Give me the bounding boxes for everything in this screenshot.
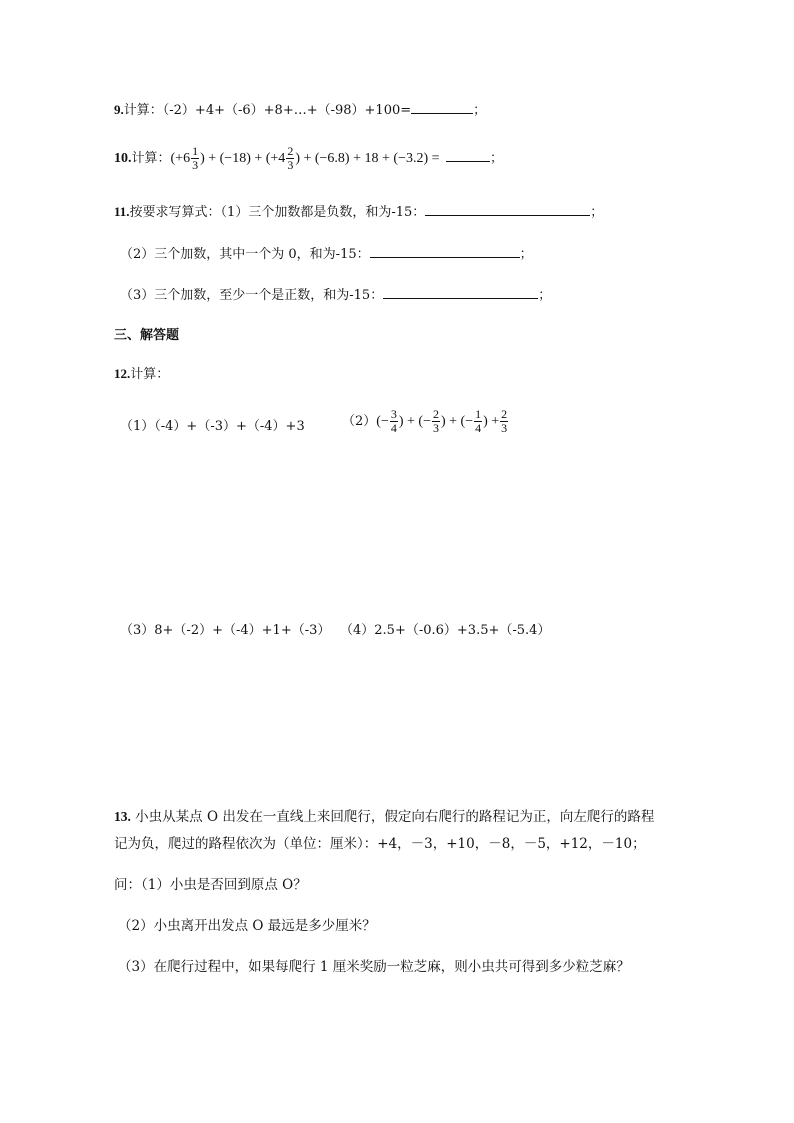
expression-part: ) + (−6.8) + 18 + (−3.2) = xyxy=(295,151,440,166)
question-12 xyxy=(114,365,169,384)
question-13-line-2: 记为负，爬过的路程依次为（单位：厘米）：+4，－3，+10，－8，－5，+12，－10； xyxy=(114,836,646,852)
question-11-part-2 xyxy=(120,243,533,262)
punctuation: ； xyxy=(590,205,604,220)
question-12-part-4: （4）2.5+（-0.6）+3.5+（-5.4） xyxy=(340,623,551,638)
denominator: 4 xyxy=(390,421,397,436)
question-12-part-2 xyxy=(342,402,509,442)
expression-part: (− xyxy=(376,414,389,429)
question-number: 10. xyxy=(114,151,132,166)
question-13-ask-2: （2）小虫离开出发点 O 最远是多少厘米？ xyxy=(118,918,376,934)
punctuation: ； xyxy=(538,288,552,303)
question-11-part-3 xyxy=(120,284,551,303)
answer-blank xyxy=(425,202,590,216)
fraction xyxy=(474,408,482,435)
punctuation: ； xyxy=(473,103,487,118)
question-label: 按要求写算式：（1）三个加数都是负数，和为-15： xyxy=(129,205,426,220)
expression-part: (+6 xyxy=(170,151,191,166)
question-number: 11. xyxy=(114,204,130,219)
denominator: 3 xyxy=(287,158,294,173)
denominator: 3 xyxy=(192,158,199,173)
denominator: 3 xyxy=(432,421,439,436)
question-label: 计算： xyxy=(131,151,171,166)
question-9 xyxy=(114,100,486,120)
question-number: 12. xyxy=(114,366,131,381)
numerator: 1 xyxy=(475,407,482,422)
question-10 xyxy=(114,145,503,172)
question-13-ask-1: 问：（1）小虫是否回到原点 O？ xyxy=(114,877,307,893)
sub-question-label: （2） xyxy=(342,414,377,429)
sub-question-text: （3）三个加数，至少一个是正数，和为-15： xyxy=(120,288,384,303)
question-number: 9. xyxy=(114,102,124,117)
answer-blank xyxy=(370,244,520,258)
question-13-ask-3: （3）在爬行过程中，如果每爬行 1 厘米奖励一粒芝麻，则小虫共可得到多少粒芝麻？ xyxy=(118,959,630,975)
punctuation: ； xyxy=(490,150,504,165)
numerator: 2 xyxy=(501,407,508,422)
question-text: 小虫从某点 O 出发在一直线上来回爬行，假定向右爬行的路程记为正，向左爬行的路程 xyxy=(130,809,655,825)
answer-blank xyxy=(383,285,538,299)
fraction xyxy=(500,408,508,435)
fraction xyxy=(191,145,199,172)
question-13-line-1 xyxy=(114,808,654,826)
denominator: 4 xyxy=(475,421,482,436)
question-number: 13. xyxy=(114,809,131,824)
question-label: 计算： xyxy=(130,367,170,382)
expression-part: ) + xyxy=(483,414,500,429)
fraction xyxy=(432,408,440,435)
sub-question-text: （2）三个加数，其中一个为 0，和为-15： xyxy=(120,247,370,262)
expression-part: ) + (− xyxy=(440,414,474,429)
section-title: 三、解答题 xyxy=(114,328,180,343)
question-label: 计算： xyxy=(123,103,163,118)
punctuation: ； xyxy=(519,247,533,262)
fraction xyxy=(286,145,294,172)
denominator: 3 xyxy=(501,421,508,436)
question-12-part-3: （3）8+（-2）+（-4）+1+（-3） xyxy=(120,623,331,638)
question-11 xyxy=(114,202,603,222)
numerator: 3 xyxy=(390,407,397,422)
answer-blank xyxy=(446,148,490,162)
expression-part: ) + (− xyxy=(398,414,431,429)
numerator: 2 xyxy=(432,407,439,422)
numerator: 2 xyxy=(287,144,294,159)
expression-part: ) + (−18) + (+4 xyxy=(200,151,286,166)
question-12-part-1: （1）（-4）+（-3）+（-4）+3 xyxy=(120,419,305,434)
answer-blank xyxy=(411,100,473,114)
numerator: 1 xyxy=(192,144,199,159)
fraction xyxy=(390,408,398,435)
question-expression: （-2）+4+（-6）+8+…+（-98）+100= xyxy=(162,103,412,118)
